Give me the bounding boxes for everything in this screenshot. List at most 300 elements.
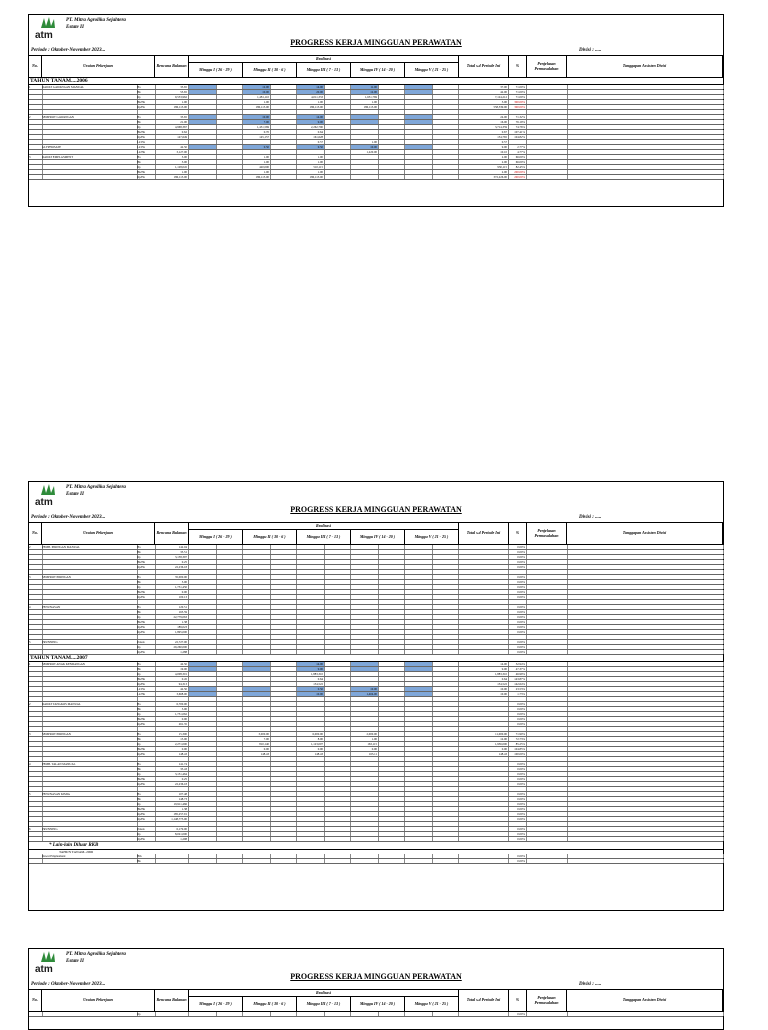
cell-no: [29, 687, 43, 691]
cell-w2b: [271, 555, 297, 559]
cell-no: [29, 570, 43, 574]
cell-w5: [405, 580, 433, 584]
cell-w4b: [379, 727, 405, 731]
cell-w5b: [433, 797, 459, 801]
cell-no: [29, 692, 43, 696]
cell-tang: [567, 827, 724, 831]
cell-w2: [243, 817, 271, 821]
cell-w1: [189, 807, 217, 811]
cell-job: [42, 697, 138, 701]
cell-w2: 145,157: [243, 135, 271, 139]
cell-pen: [527, 105, 568, 109]
cell-total: [459, 1012, 509, 1016]
cell-rencana: [155, 110, 189, 114]
cell-w1b: [217, 570, 243, 574]
cell-w2: [243, 712, 271, 716]
cell-unit: Hk: [137, 160, 156, 164]
cell-job: RAWAT TANGKOS MANUAL: [42, 702, 138, 706]
cell-pen: [527, 605, 568, 609]
report-sheet-1: [28, 14, 724, 207]
cell-w4b: [379, 772, 405, 776]
cell-pct: 0.00%: [509, 640, 527, 644]
cell-tang: [567, 787, 724, 791]
cell-w5b: [433, 130, 459, 134]
cell-pct: 32.94%: [509, 662, 527, 666]
cell-no: [29, 580, 43, 584]
cell-job: [42, 757, 138, 761]
cell-rencana: 4,968,367: [155, 125, 189, 129]
cell-tang: [567, 747, 724, 751]
cell-total: 0.64: [459, 677, 509, 681]
cell-w4b: [379, 545, 405, 549]
cell-w2b: [271, 635, 297, 639]
col-minggu4-header: Minggu IV ( 14 - 20 ): [351, 530, 405, 544]
cell-w5b: [433, 742, 459, 746]
cell-pen: [527, 742, 568, 746]
cell-w1b: [217, 787, 243, 791]
cell-w3: 148.43: [297, 752, 325, 756]
cell-tang: [567, 85, 724, 89]
cell-pen: [527, 555, 568, 559]
cell-w1b: [217, 792, 243, 796]
cell-w5: [405, 635, 433, 639]
cell-w1: [189, 762, 217, 766]
cell-w1b: [217, 817, 243, 821]
cell-pen: [527, 85, 568, 89]
cell-tang: [567, 792, 724, 796]
cell-unit: Ha: [137, 732, 156, 736]
cell-w2: 186,113.00: [243, 175, 271, 179]
cell-w3b: [325, 727, 351, 731]
cell-rencana: [155, 727, 189, 731]
cell-pct: 0.00%: [509, 859, 527, 863]
cell-pct: 107.41%: [509, 130, 527, 134]
cell-job: [42, 100, 138, 104]
cell-no: 6: [29, 827, 43, 831]
cell-w5: [405, 550, 433, 554]
cell-w5: [405, 837, 433, 841]
cell-w4b: [379, 682, 405, 686]
cell-job: [42, 630, 138, 634]
cell-w5: [405, 605, 433, 609]
cell-w4: [351, 120, 379, 124]
cell-w5: [405, 100, 433, 104]
cell-w1: [189, 742, 217, 746]
cell-w2b: [271, 832, 297, 836]
cell-w5: [405, 150, 433, 154]
cell-w3b: [325, 827, 351, 831]
cell-w2b: [271, 650, 297, 654]
cell-w4: [351, 565, 379, 569]
cell-w2b: [271, 762, 297, 766]
cell-rencana: 1.38: [155, 807, 189, 811]
col-no-header: No.: [29, 56, 42, 77]
cell-w1: [189, 625, 217, 629]
cell-rencana: 21.00: [155, 120, 189, 124]
cell-w4: [351, 595, 379, 599]
col-uraian-header: Uraian Pekerjaan: [42, 990, 155, 1011]
cell-pct: 0.00%: [509, 625, 527, 629]
cell-rencana: 22,236.18: [155, 782, 189, 786]
cell-w1: [189, 792, 217, 796]
cell-w3: [297, 767, 325, 771]
cell-pct: 0.00%: [509, 645, 527, 649]
cell-pen: [527, 110, 568, 114]
cell-no: [29, 120, 43, 124]
cell-w4b: [379, 570, 405, 574]
cell-w5b: [433, 672, 459, 676]
cell-w5b: [433, 807, 459, 811]
cell-unit: Pokok: [137, 640, 156, 644]
cell-pen: [527, 160, 568, 164]
cell-job: [42, 580, 138, 584]
cell-w2: [243, 672, 271, 676]
cell-w4b: [379, 812, 405, 816]
cell-w4b: [379, 125, 405, 129]
cell-job: SEMPROT ANAK KENDANGAN: [42, 662, 138, 666]
cell-w1: [189, 722, 217, 726]
cell-job: [42, 832, 138, 836]
cell-pen: [527, 737, 568, 741]
cell-w1: [189, 160, 217, 164]
cell-total: [459, 650, 509, 654]
cell-w3: 1.00: [297, 170, 325, 174]
cell-w3: [297, 150, 325, 154]
cell-total: [459, 762, 509, 766]
cell-rencana: 42.50: [155, 662, 189, 666]
cell-w5b: [433, 757, 459, 761]
cell-w2: [243, 570, 271, 574]
cell-w4: [351, 832, 379, 836]
company-name: PT. Mitra Agrolika Sejahtera Estate II: [66, 485, 126, 497]
cell-w2: [243, 717, 271, 721]
cell-w5: [405, 667, 433, 671]
cell-w3: [297, 854, 325, 858]
cell-w1: [189, 120, 217, 124]
cell-w1b: [217, 620, 243, 624]
col-minggu1-header: Minggu I ( 26 - 29 ): [189, 63, 243, 77]
cell-w3: [297, 837, 325, 841]
cell-job: [42, 645, 138, 649]
cell-w1: [189, 650, 217, 654]
cell-w4: [351, 807, 379, 811]
cell-w5b: [433, 90, 459, 94]
cell-w5: [405, 792, 433, 796]
cell-pen: [527, 837, 568, 841]
cell-w5b: [433, 565, 459, 569]
cell-w4: [351, 859, 379, 863]
cell-w1b: [217, 797, 243, 801]
cell-unit: Ha: [137, 605, 156, 609]
cell-w1b: [217, 575, 243, 579]
cell-w2: [243, 682, 271, 686]
cell-w3b: [325, 667, 351, 671]
col-percent-header: %: [509, 990, 527, 1011]
cell-w4: 12.00: [351, 90, 379, 94]
cell-rencana: 6,700.00: [155, 702, 189, 706]
cell-total: [459, 110, 509, 114]
cell-w4: [351, 802, 379, 806]
cell-w5b: [433, 590, 459, 594]
cell-pct: [509, 757, 527, 761]
cell-w4b: [379, 702, 405, 706]
cell-unit: [137, 110, 156, 114]
cell-unit: Rp: [137, 645, 156, 649]
cell-unit: Rp/Ha: [137, 625, 156, 629]
cell-w2: [243, 560, 271, 564]
cell-job: SEMPROT PIRINGAN: [42, 575, 138, 579]
col-minggu2-header: Minggu II ( 30 - 6 ): [243, 530, 297, 544]
cell-rencana: [155, 635, 189, 639]
cell-job: [42, 667, 138, 671]
cell-w4b: [379, 832, 405, 836]
cell-w1: [189, 555, 217, 559]
cell-no: [29, 165, 43, 169]
cell-total: [459, 545, 509, 549]
cell-w1: [189, 125, 217, 129]
cell-w1: [189, 570, 217, 574]
cell-w3b: [325, 812, 351, 816]
cell-w2b: [271, 610, 297, 614]
cell-w3: 14.00: [297, 85, 325, 89]
cell-unit: Rp: [137, 125, 156, 129]
cell-total: [459, 837, 509, 841]
cell-w5: [405, 570, 433, 574]
cell-w2b: [271, 742, 297, 746]
footnote: * Lain-lain Diluar RKB: [49, 843, 99, 848]
cell-w1b: [217, 782, 243, 786]
col-minggu3-header: Minggu III ( 7 - 13 ): [297, 63, 351, 77]
cell-pen: [527, 812, 568, 816]
cell-w4b: [379, 615, 405, 619]
cell-w5b: [433, 677, 459, 681]
cell-w4b: [379, 595, 405, 599]
section-heading: TAHUN TANAM....2006: [29, 78, 723, 85]
cell-w5b: [433, 165, 459, 169]
cell-pct: 2.77%: [509, 145, 527, 149]
cell-rencana: 1,288: [155, 650, 189, 654]
cell-rencana: 15.00: [155, 737, 189, 741]
cell-pen: [527, 747, 568, 751]
cell-no: [29, 757, 43, 761]
cell-w3: [297, 640, 325, 644]
cell-w1: [189, 837, 217, 841]
cell-tang: [567, 692, 724, 696]
cell-w5: [405, 110, 433, 114]
cell-rencana: 0.00: [155, 717, 189, 721]
cell-rencana: [155, 822, 189, 826]
cell-no: [29, 697, 43, 701]
cell-no: 4: [29, 605, 43, 609]
cell-pct: 71.00%: [509, 95, 527, 99]
cell-w1b: [217, 667, 243, 671]
cell-w3: [297, 585, 325, 589]
col-tanggapan-header: Tanggapan Assisten Divisi: [567, 56, 723, 77]
cell-w2b: [271, 100, 297, 104]
cell-w1: [189, 697, 217, 701]
cell-w2b: [271, 165, 297, 169]
cell-no: 3: [29, 732, 43, 736]
cell-w4: [351, 827, 379, 831]
cell-pen: [527, 782, 568, 786]
cell-w5: [405, 772, 433, 776]
cell-no: 5: [29, 640, 43, 644]
cell-unit: Hk: [137, 767, 156, 771]
report-title: PROGRESS KERJA MINGGUAN PERAWATAN: [290, 38, 462, 47]
cell-w3b: [325, 747, 351, 751]
cell-w4: [351, 722, 379, 726]
cell-w5b: [433, 792, 459, 796]
cell-pen: [527, 610, 568, 614]
cell-w5: [405, 600, 433, 604]
cell-w4b: [379, 110, 405, 114]
cell-rencana: 1,751,062: [155, 712, 189, 716]
cell-tang: [567, 630, 724, 634]
cell-w1b: [217, 110, 243, 114]
cell-pen: [527, 787, 568, 791]
cell-tang: [567, 605, 724, 609]
cell-w3b: [325, 767, 351, 771]
cell-w2: [243, 550, 271, 554]
cell-job: [42, 682, 138, 686]
cell-rencana: 33.65: [155, 115, 189, 119]
table-row: [29, 175, 723, 180]
cell-w5: [405, 787, 433, 791]
cell-pct: 0.00%: [509, 707, 527, 711]
cell-w2b: [271, 752, 297, 756]
cell-w2: [243, 590, 271, 594]
cell-tang: [567, 672, 724, 676]
cell-no: [29, 802, 43, 806]
cell-w5b: [433, 752, 459, 756]
svg-text:atm: atm: [35, 30, 53, 41]
cell-rencana: 1,751,450: [155, 585, 189, 589]
cell-no: [29, 135, 43, 139]
cell-unit: Rp: [137, 802, 156, 806]
cell-no: [29, 560, 43, 564]
cell-total: [459, 807, 509, 811]
cell-w2b: [271, 640, 297, 644]
cell-w5: [405, 757, 433, 761]
cell-w3b: [325, 682, 351, 686]
cell-total: 9.00: [459, 145, 509, 149]
cell-w1b: [217, 135, 243, 139]
cell-w3b: [325, 752, 351, 756]
cell-w2b: [271, 85, 297, 89]
cell-w2b: [271, 682, 297, 686]
cell-total: 0.67: [459, 130, 509, 134]
cell-w4b: [379, 130, 405, 134]
cell-w2b: [271, 140, 297, 144]
cell-w2: [243, 645, 271, 649]
col-no-header: No.: [29, 523, 42, 544]
cell-w2b: [271, 145, 297, 149]
cell-pen: [527, 550, 568, 554]
cell-w2b: [271, 757, 297, 761]
cell-w3b: [325, 807, 351, 811]
cell-pct: 0.00%: [509, 767, 527, 771]
cell-total: 0.00: [459, 747, 509, 751]
cell-w4b: [379, 600, 405, 604]
cell-unit: [137, 757, 156, 761]
cell-w5: [405, 585, 433, 589]
cell-w4: [351, 702, 379, 706]
cell-no: 1: [29, 662, 43, 666]
cell-pct: 0.00%: [509, 605, 527, 609]
cell-no: [29, 747, 43, 751]
cell-w2: [243, 837, 271, 841]
cell-w3b: [325, 692, 351, 696]
cell-job: PENUNASAN KIMIA: [42, 792, 138, 796]
cell-w3b: [325, 697, 351, 701]
cell-unit: Hk/Ha: [137, 777, 156, 781]
cell-w3: [297, 812, 325, 816]
cell-w4b: [379, 175, 405, 179]
cell-w4: [351, 160, 379, 164]
cell-job: [42, 125, 138, 129]
cell-w1b: [217, 802, 243, 806]
cell-w1: [189, 717, 217, 721]
cell-w1: [189, 640, 217, 644]
cell-w4: [351, 135, 379, 139]
cell-w1: [189, 677, 217, 681]
cell-w5b: [433, 110, 459, 114]
cell-tang: [567, 625, 724, 629]
cell-w4b: [379, 155, 405, 159]
cell-w3: 510,115: [297, 165, 325, 169]
cell-no: [29, 590, 43, 594]
cell-total: 134,522: [459, 682, 509, 686]
cell-w3b: [325, 150, 351, 154]
cell-rencana: 35.51: [155, 550, 189, 554]
cell-w4b: [379, 827, 405, 831]
cell-job: [42, 787, 138, 791]
cell-no: [29, 130, 43, 134]
cell-job: [42, 650, 138, 654]
cell-w5: [405, 545, 433, 549]
cell-w3b: [325, 145, 351, 149]
cell-no: [29, 707, 43, 711]
cell-total: [459, 580, 509, 584]
cell-w1: [189, 802, 217, 806]
cell-w2b: [271, 707, 297, 711]
cell-w1b: [217, 160, 243, 164]
cell-w2b: [271, 687, 297, 691]
cell-pct: 0.00%: [509, 832, 527, 836]
cell-pen: [527, 832, 568, 836]
cell-w4: [351, 545, 379, 549]
cell-w5: [405, 672, 433, 676]
cell-w1: [189, 812, 217, 816]
cell-job: [42, 859, 138, 863]
cell-w4b: [379, 777, 405, 781]
cell-w3b: [325, 100, 351, 104]
cell-tang: [567, 762, 724, 766]
cell-job: [42, 135, 138, 139]
cell-no: [29, 630, 43, 634]
cell-job: [42, 707, 138, 711]
cell-pct: 76.19%: [509, 120, 527, 124]
cell-w5: [405, 832, 433, 836]
cell-w1b: [217, 605, 243, 609]
cell-unit: Rp: [137, 672, 156, 676]
cell-w2b: [271, 777, 297, 781]
cell-w3: [297, 110, 325, 114]
cell-w2b: [271, 782, 297, 786]
col-percent-header: %: [509, 56, 527, 77]
cell-w3: 9.00: [297, 120, 325, 124]
cell-pen: [527, 662, 568, 666]
